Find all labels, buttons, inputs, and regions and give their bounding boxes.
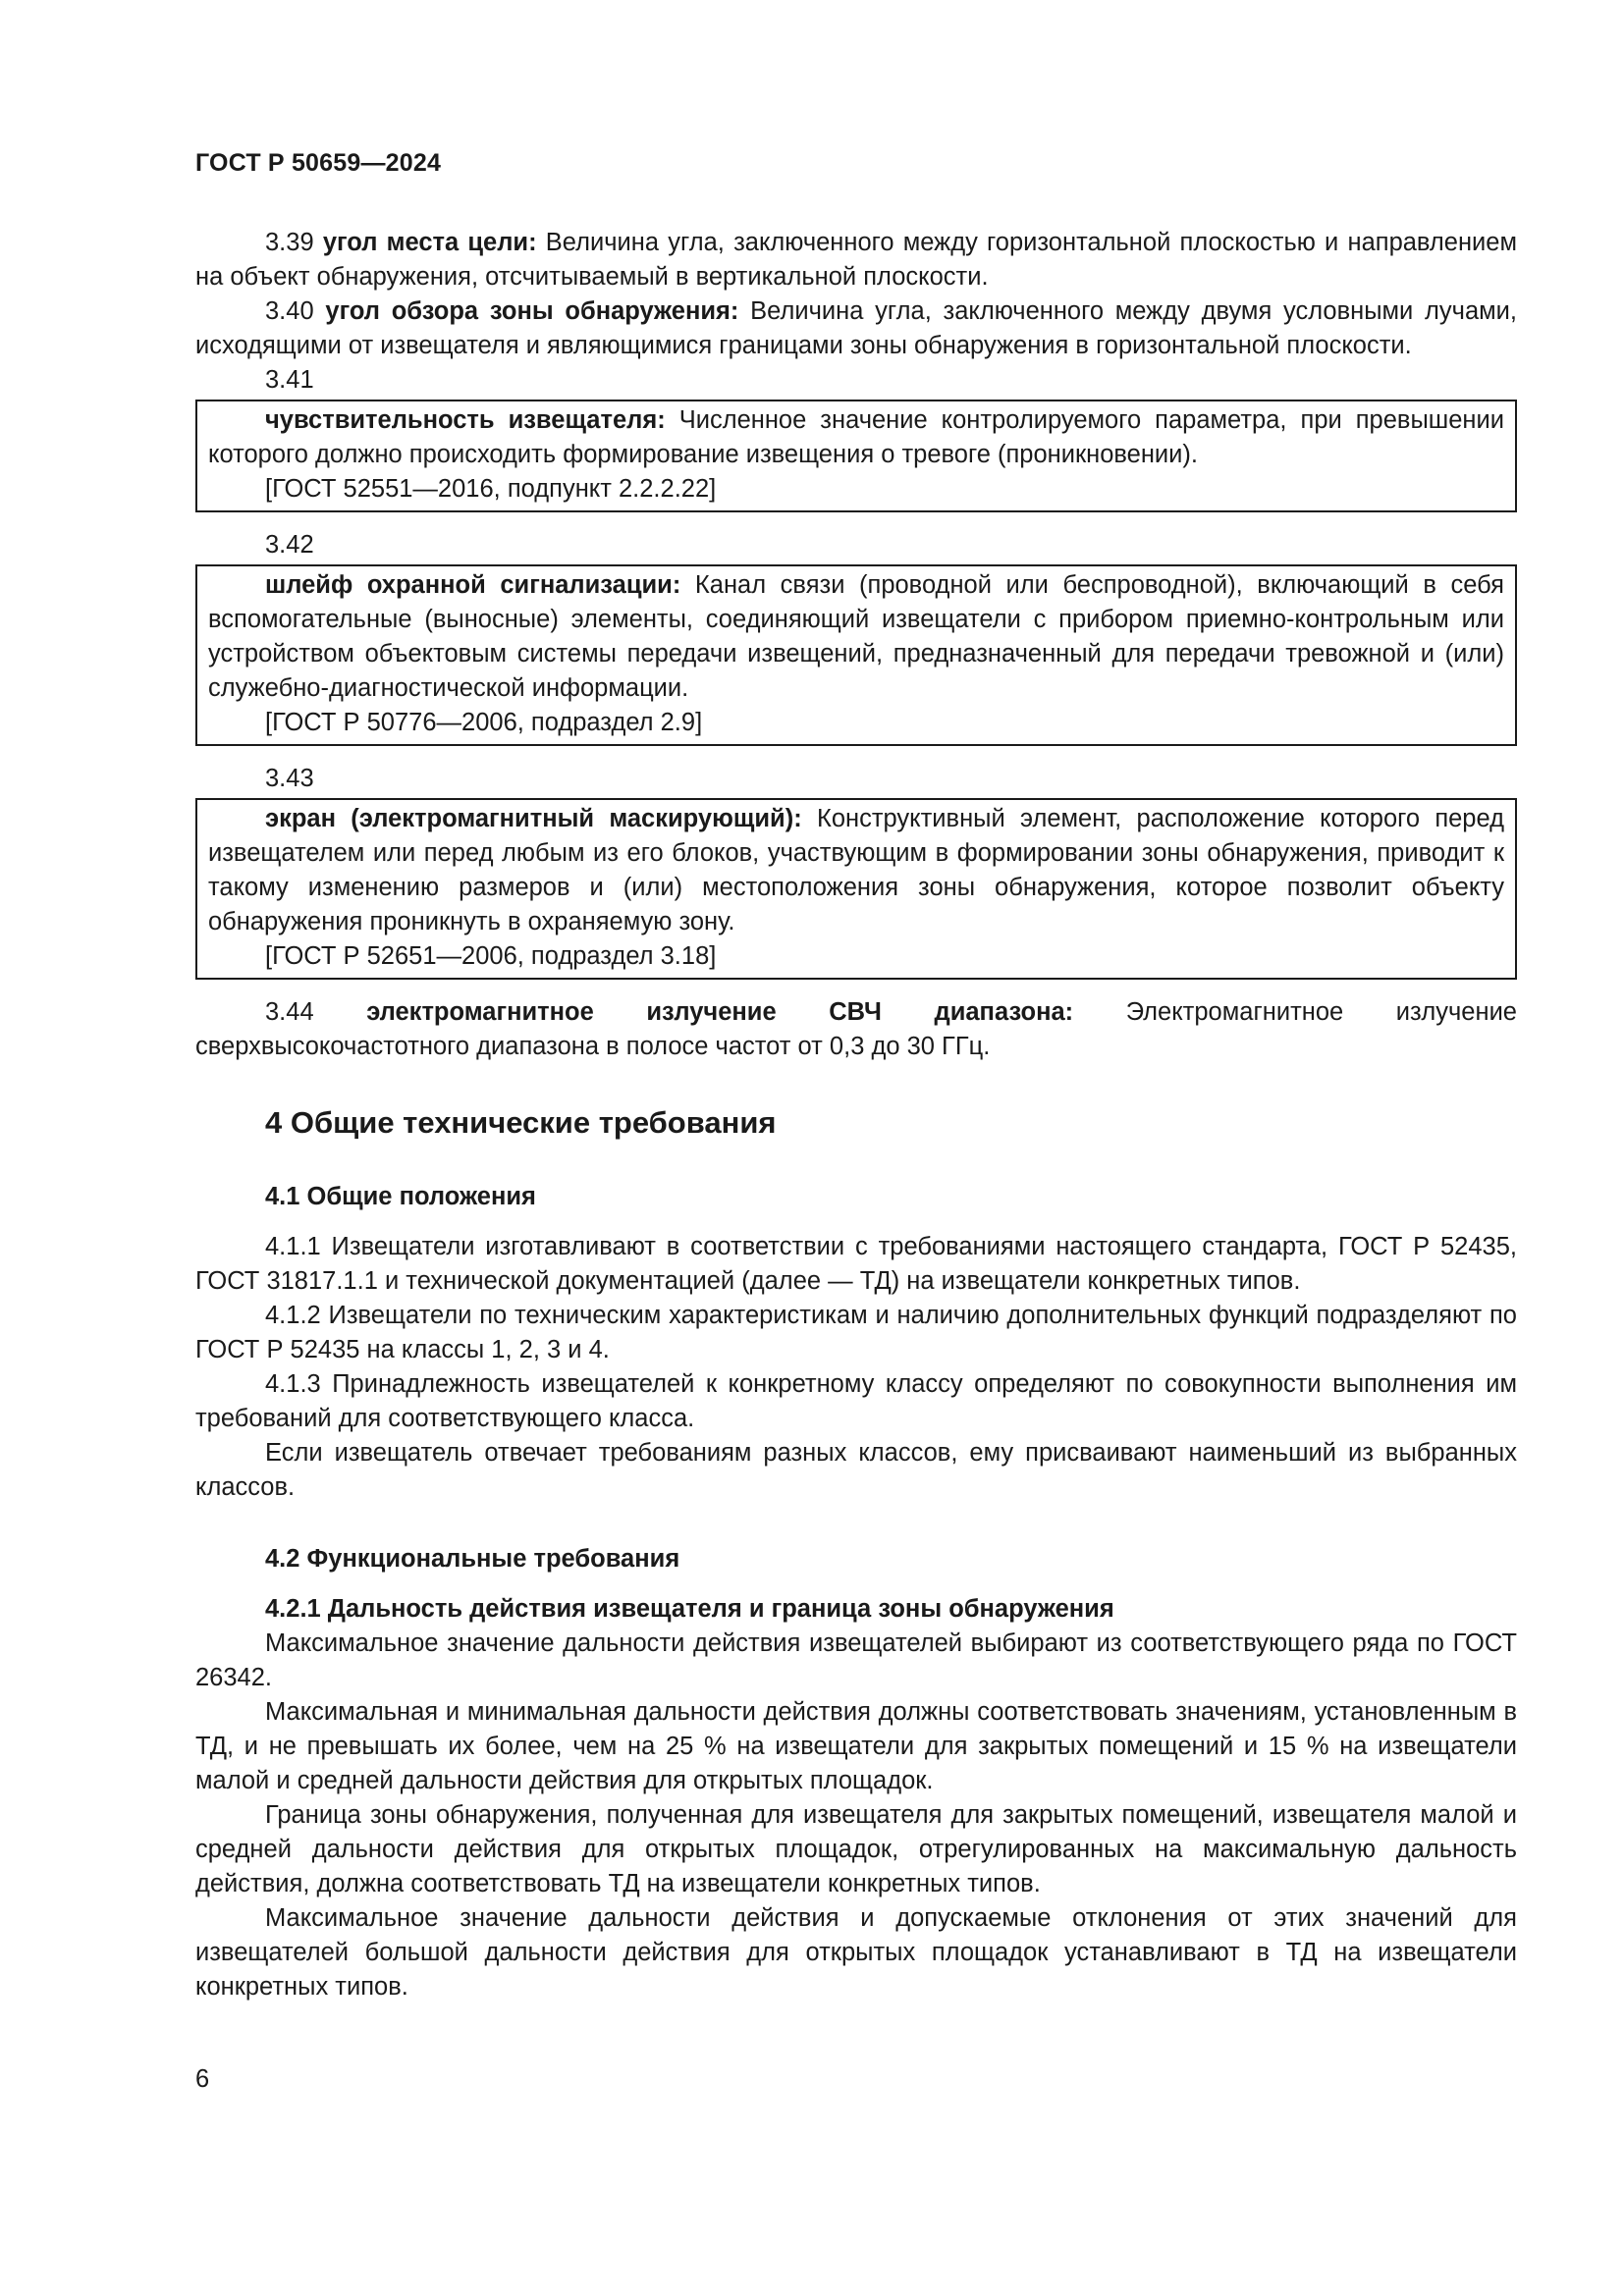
page-number: 6 [195,2065,210,2093]
subsection-heading-4-2-1: 4.2.1 Дальность действия извещателя и граница зоны обнаружения [265,1595,1114,1623]
term-box-3-42 [195,564,1517,746]
term-definition: Канал связи (проводной или беспроводной), включающий в себя вспомогательные (выносные) элементы, соединяющий извещатели с прибором приемно-контрольным или устройством объектовым системы передачи извещений, предназначенный для передачи тревожной и (или) служебно-диагностической информации. [208,571,1504,702]
paragraph-4-2-1-d: Максимальное значение дальности действия и допускаемые отклонения от этих значений для извещателей большой дальности действия для открытых площадок устанавливают в ТД на извещатели конкретных типов. [195,1904,1517,2001]
term-3-42 [208,568,1504,706]
paragraph-4-2-1-b: Максимальная и минимальная дальности действия должны соответствовать значениям, установленным в ТД, и не превышать их более, чем на 25 % на извещатели для закрытых помещений и 15 % на извещатели малой и средней дальности действия для открытых площадок. [195,1698,1517,1794]
term-source: [ГОСТ Р 50776—2006, подраздел 2.9] [265,709,703,736]
term-source: [ГОСТ 52551—2016, подпункт 2.2.2.22] [265,475,717,503]
term-definition: Величина угла, заключенного между двумя условными лучами, исходящими от извещателя и являющимися границами зоны обнаружения в горизонтальной плоскости. [195,297,1517,359]
paragraph-4-1-1: 4.1.1 Извещатели изготавливают в соответствии с требованиями настоящего стандарта, ГОСТ Р 52435, ГОСТ 31817.1.1 и технической документацией (далее — ТД) на извещатели конкретных типов. [195,1233,1517,1295]
term-number-3-41: 3.41 [265,366,314,394]
term-source: [ГОСТ Р 52651—2006, подраздел 3.18] [265,942,717,970]
term-3-43 [208,802,1504,939]
term-3-44 [195,995,1517,1064]
term-box-3-41 [195,400,1517,512]
term-definition: Электромагнитное излучение сверхвысокочастотного диапазона в полосе частот от 0,3 до 30 ГГц. [195,998,1517,1060]
subsection-heading-4-1: 4.1 Общие положения [265,1183,536,1210]
paragraph-4-1-3: 4.1.3 Принадлежность извещателей к конкретному классу определяют по совокупности выполнения им требований для соответствующего класса. [195,1370,1517,1432]
term-number-3-42: 3.42 [265,531,314,559]
term-definition: Численное значение контролируемого параметра, при превышении которого должно происходить формирование извещения о тревоге (проникновении). [208,406,1504,468]
term-3-40 [195,294,1517,363]
paragraph-4-2-1-c: Граница зоны обнаружения, полученная для извещателя для закрытых помещений, извещателя малой и средней дальности действия для открытых площадок, отрегулированных на максимальную дальность действия, должна соответствовать ТД на извещатели конкретных типов. [195,1801,1517,1897]
term-number: 3.40 [265,297,314,325]
term-3-41 [208,403,1504,472]
term-name: угол места цели: [322,229,537,256]
term-number: 3.44 [265,998,314,1026]
section-heading-4: 4 Общие технические требования [265,1105,777,1140]
term-name: шлейф охранной сигнализации: [265,571,681,599]
term-name: экран (электромагнитный маскирующий): [265,805,802,832]
paragraph-4-2-1-a: Максимальное значение дальности действия извещателей выбирают из соответствующего ряда по ГОСТ 26342. [195,1629,1517,1691]
page-content [195,226,1517,2004]
subsection-heading-4-2: 4.2 Функциональные требования [265,1545,680,1573]
document-header: ГОСТ Р 50659—2024 [195,149,442,177]
term-number: 3.39 [265,229,314,256]
term-name: чувствительность извещателя: [265,406,666,434]
paragraph-4-1-2: 4.1.2 Извещатели по техническим характеристикам и наличию дополнительных функций подразделяют по ГОСТ Р 52435 на классы 1, 2, 3 и 4. [195,1302,1517,1363]
term-definition: Величина угла, заключенного между горизонтальной плоскостью и направлением на объект обнаружения, отсчитываемый в вертикальной плоскости. [195,229,1517,291]
term-definition: Конструктивный элемент, расположение которого перед извещателем или перед любым из его блоков, участвующим в формировании зоны обнаружения, приводит к такому изменению размеров и (или) местоположения зоны обнаружения, которое позволит объекту обнаружения проникнуть в охраняемую зону. [208,805,1504,935]
term-name: угол обзора зоны обнаружения: [325,297,739,325]
term-3-39 [195,226,1517,294]
term-name: электромагнитное излучение СВЧ диапазона: [366,998,1074,1026]
term-box-3-43 [195,798,1517,980]
paragraph-4-1-3-note: Если извещатель отвечает требованиям разных классов, ему присваивают наименьший из выбранных классов. [195,1439,1517,1501]
term-number-3-43: 3.43 [265,765,314,792]
